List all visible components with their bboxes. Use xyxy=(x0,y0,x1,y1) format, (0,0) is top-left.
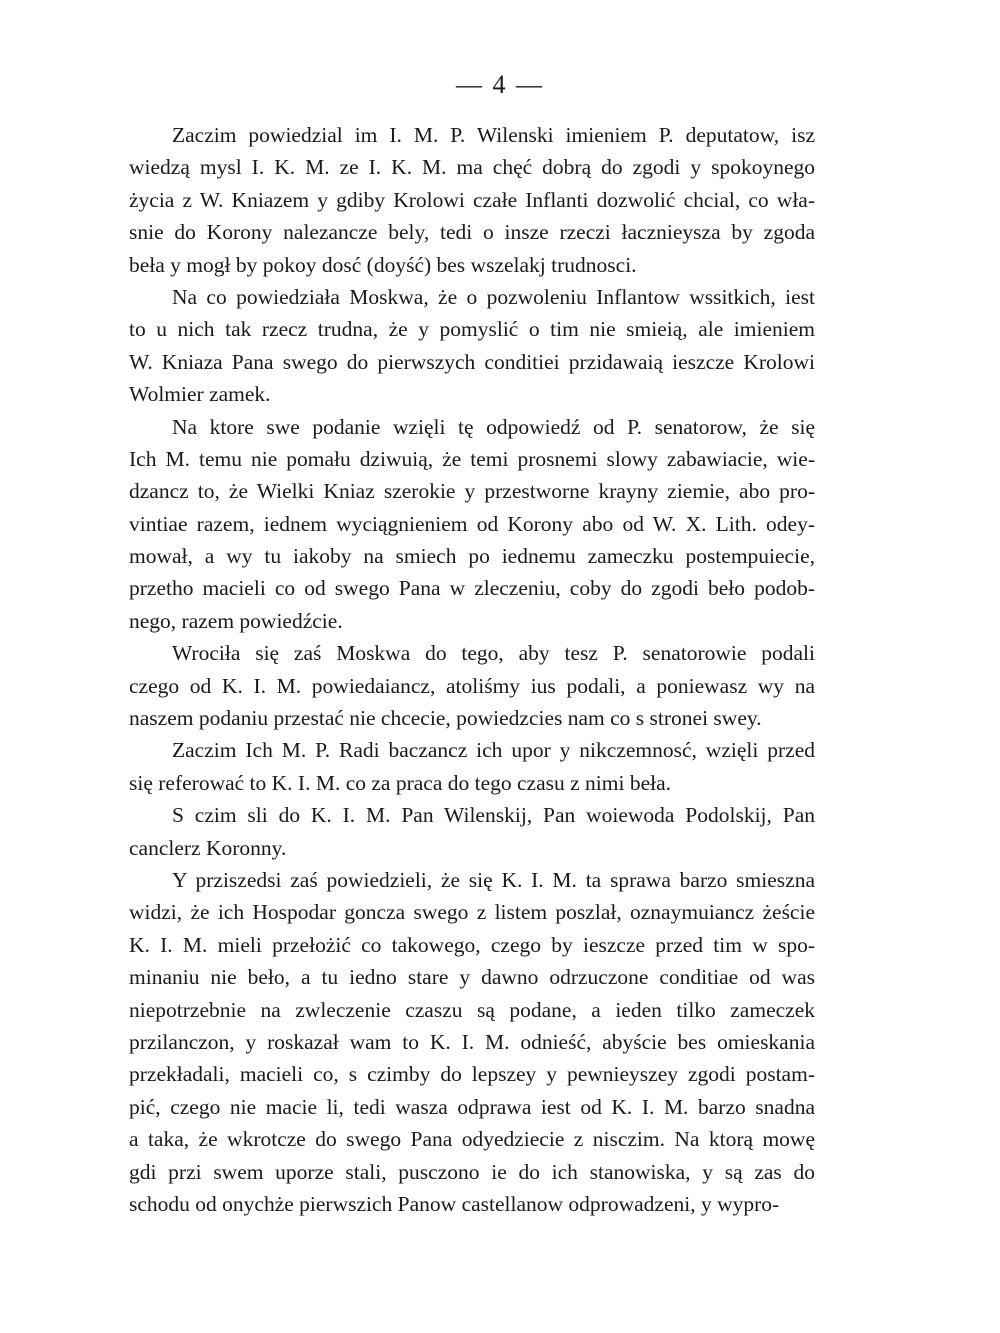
text-line: Na ktore swe podanie wzięli tę odpowiedź od P. senatorow, że się xyxy=(172,414,815,439)
text-line: widzi, że ich Hospodar goncza swego z listem poszlał, oznaymuiancz żeście xyxy=(129,900,815,925)
paragraph xyxy=(129,411,815,638)
text-line: gdi przi swem uporze stali, pusczono ie do ich stanowiska, y są zas do xyxy=(129,1159,815,1184)
text-line: snie do Korony nalezancze bely, tedi o insze rzeczi łacznieysza by zgoda xyxy=(129,220,815,245)
text-line: Zaczim Ich M. P. Radi baczancz ich upor y nikczemnosć, wzięli przed xyxy=(172,738,815,763)
text-line: to u nich tak rzecz trudna, że y pomyslić o tim nie smieią, ale imieniem xyxy=(129,317,815,342)
text-line: niepotrzebnie na zwleczenie czaszu są podane, a ieden tilko zameczek xyxy=(129,997,815,1022)
text-line: K. I. M. mieli przełożić co takowego, czego by ieszcze przed tim w spo- xyxy=(129,932,815,957)
text-line: naszem podaniu przestać nie chcecie, powiedzcies nam co s stronei swey. xyxy=(129,706,762,731)
text-line: Y prziszedsi zaś powiedzieli, że się K. I. M. ta sprawa barzo smieszna xyxy=(172,867,815,892)
text-line: przilanczon, y roskazał wam to K. I. M. odnieść, abyście bes omieskania xyxy=(129,1029,815,1054)
text-line: Na co powiedziała Moskwa, że o pozwoleniu Inflantow wssitkich, iest xyxy=(172,284,815,309)
text-line: minaniu nie beło, a tu iedno stare y dawno odrzuczone conditiae od was xyxy=(129,965,815,990)
text-line: dzancz to, że Wielki Kniaz szerokie y przestworne krayny ziemie, abo pro- xyxy=(129,479,815,504)
paragraph xyxy=(129,864,815,1220)
text-line: schodu od onychże pierwszich Panow castellanow odprowadzeni, y wypro- xyxy=(129,1191,780,1216)
paragraph xyxy=(129,734,815,799)
text-body xyxy=(129,119,815,1220)
text-line: przetho macieli co od swego Pana w zleczeniu, coby do zgodi beło podob- xyxy=(129,576,815,601)
text-line: beła y mogł by pokoy dosć (doyść) bes wszelakj trudnosci. xyxy=(129,252,637,277)
text-line: a taka, że wkrotcze do swego Pana odyedziecie z nisczim. Na ktorą mowę xyxy=(129,1127,815,1152)
paragraph xyxy=(129,119,815,281)
text-line: Wrociła się zaś Moskwa do tego, aby tesz P. senatorowie podali xyxy=(172,641,815,666)
text-line: canclerz Koronny. xyxy=(129,835,287,860)
text-line: Ich M. temu nie pomału dziwuią, że temi prosnemi slowy zabawiacie, wie- xyxy=(129,446,815,471)
text-line: czego od K. I. M. powiedaiancz, atoliśmy ius podali, a poniewasz wy na xyxy=(129,673,815,698)
text-line: wiedzą mysl I. K. M. ze I. K. M. ma chęć dobrą do zgodi y spokoynego xyxy=(129,155,815,180)
text-line: przekładali, macieli co, s czimby do lepszey y pewnieyszey zgodi postam- xyxy=(129,1062,815,1087)
text-line: życia z W. Kniazem y gdiby Krolowi czałe Inflanti dozwolić chcial, co wła- xyxy=(129,187,815,212)
page-number: — 4 — xyxy=(456,70,544,99)
text-line: pić, czego nie macie li, tedi wasza odprawa iest od K. I. M. barzo snadna xyxy=(129,1094,815,1119)
text-line: nego, razem powiedźcie. xyxy=(129,608,343,633)
text-line: się referować to K. I. M. co za praca do tego czasu z nimi beła. xyxy=(129,770,672,795)
text-line: S czim sli do K. I. M. Pan Wilenskij, Pan woiewoda Podolskij, Pan xyxy=(172,803,815,828)
text-line: Wolmier zamek. xyxy=(129,382,271,407)
paragraph xyxy=(129,799,815,864)
text-line: W. Kniaza Pana swego do pierwszych conditiei przidawaią ieszcze Krolowi xyxy=(129,349,815,374)
paragraph xyxy=(129,281,815,411)
paragraph xyxy=(129,637,815,734)
text-line: mował, a wy tu iakoby na smiech po iednemu zameczku postempuiecie, xyxy=(129,544,815,569)
text-line: Zaczim powiedzial im I. M. P. Wilenski imieniem P. deputatow, isz xyxy=(172,123,815,147)
text-line: vintiae razem, iednem wyciągnieniem od Korony abo od W. X. Lith. odey- xyxy=(129,511,815,536)
